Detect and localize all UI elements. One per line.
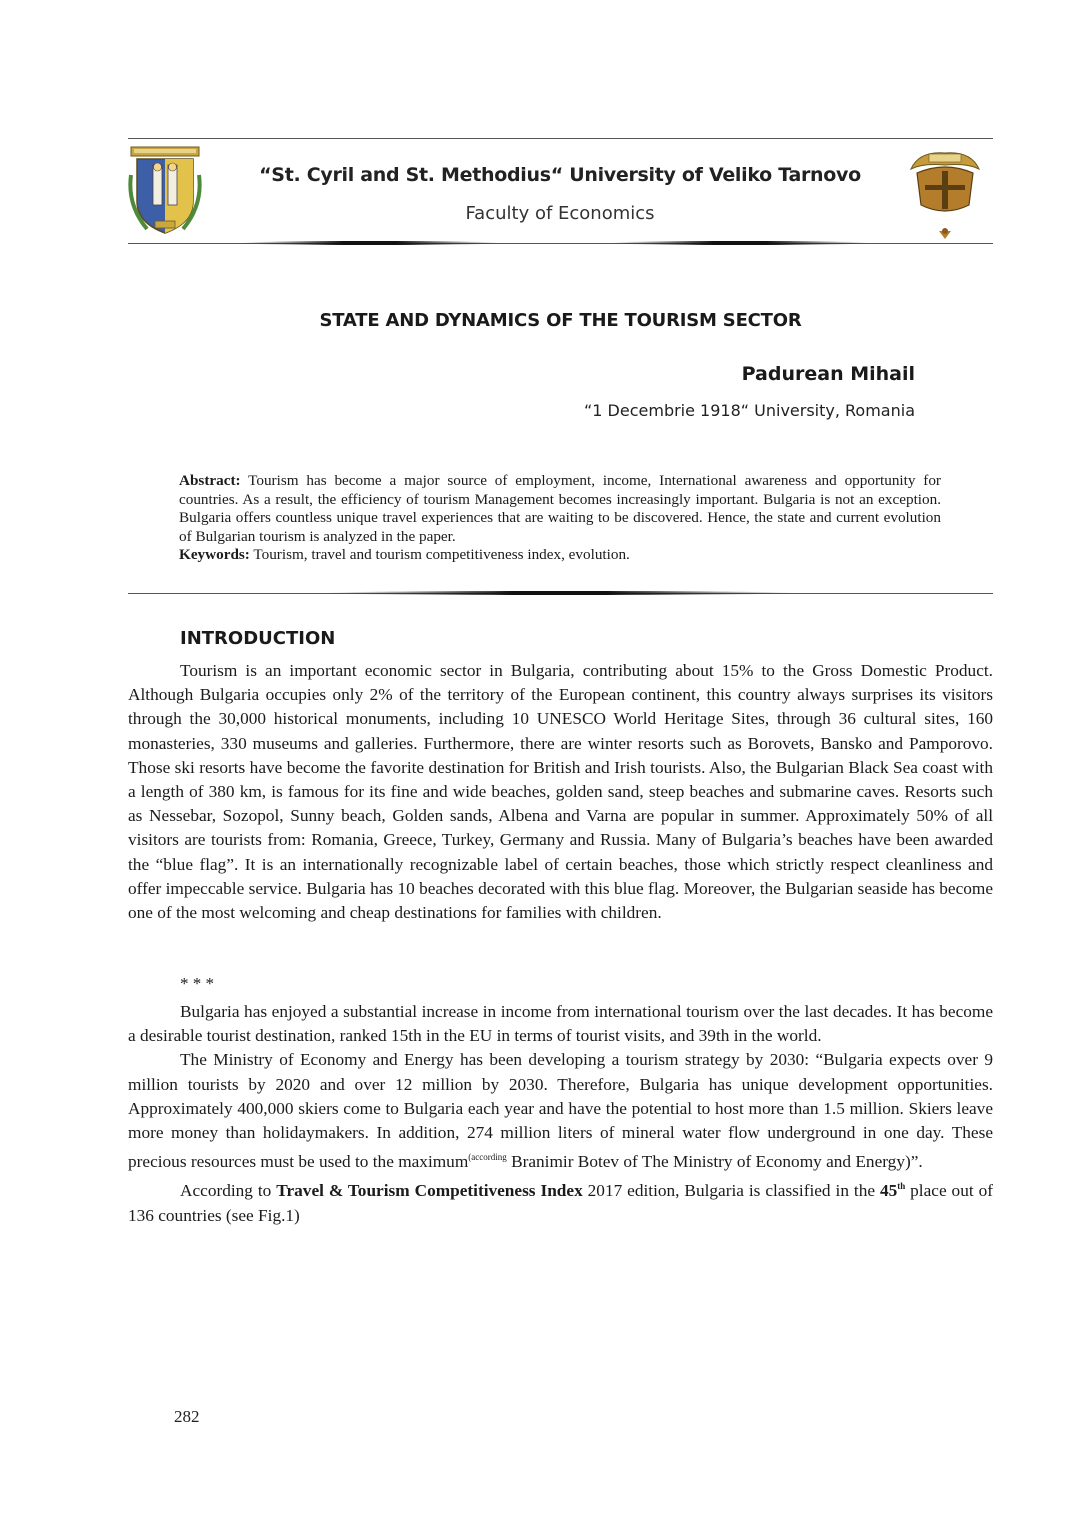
abstract-swoosh bbox=[325, 591, 795, 595]
paper-title: STATE AND DYNAMICS OF THE TOURISM SECTOR bbox=[319, 310, 802, 331]
header-swoosh-right bbox=[610, 241, 870, 245]
intro-paragraph-3 bbox=[128, 1048, 993, 1174]
intro-paragraph-1: Tourism is an important economic sector in Bulgaria, contributing about 15% to the Gross Domestic Product. Although Bulgaria occupies only 2% of the territory of the European continent, this country always surprises its visitors through the 30,000 historical monuments, including 10 UNESCO World Heritage Sites, through 36 cultural sites, 160 monasteries, 330 museums and galleries. Furthermore, there are winter resorts such as Borovets, Bansko and Pamporovo. Those ski resorts have become the favorite destination for British and Irish tourists. Also, the Bulgarian Black Sea coast with a length of 380 km, is famous for its fine and wide beaches, golden sand, steep beaches and submarine caves. Resorts such as Nessebar, Sozopol, Sunny beach, Golden sands, Albena and Varna are popular in summer. Approximately 50% of all visitors are tourists from: Romania, Greece, Turkey, Germany and Russia. Many of Bulgaria’s beaches have been awarded the “blue flag”. It is an internationally recognizable label of certain beaches, those which strictly respect cleanliness and offer impeccable service. Bulgaria has 10 beaches decorated with this blue flag. Moreover, the Bulgarian seaside has become one of the most welcoming and cheap destinations for families with children. bbox=[128, 661, 993, 923]
intro-paragraph-3-tail: Branimir Botev of The Ministry of Economy and Energy)”. bbox=[506, 1152, 923, 1172]
ttci-index-name: Travel & Tourism Competitiveness Index bbox=[276, 1181, 583, 1201]
introduction-body-continued bbox=[128, 1000, 993, 1228]
citation-superscript: (according bbox=[468, 1152, 507, 1163]
section-separator: * * * bbox=[180, 974, 214, 993]
rank-suffix: th bbox=[897, 1181, 906, 1192]
intro-paragraph-4 bbox=[128, 1174, 993, 1227]
intro-paragraph-2: Bulgaria has enjoyed a substantial increase in income from international tourism over the last decades. It has become a desirable tourist destination, ranked 15th in the EU in terms of tourist visits, and 39th in the world. bbox=[128, 1002, 993, 1046]
university-name: “St. Cyril and St. Methodius“ University of Veliko Tarnovo bbox=[259, 164, 861, 186]
rank-value bbox=[880, 1181, 905, 1200]
page-number: 282 bbox=[174, 1407, 200, 1426]
faculty-emblem-icon bbox=[909, 147, 981, 242]
abstract-text: Tourism has become a major source of employment, income, International awareness and opportunity for countries. As a result, the efficiency of tourism Management becomes increasingly important. Bulgaria is not an exception. Bulgaria offers countless unique travel experiences that are waiting to be discovered. Hence, the state and current evolution of Bulgarian tourism is analyzed in the paper. bbox=[179, 472, 941, 545]
abstract-label: Abstract: bbox=[179, 472, 241, 489]
author-affiliation: “1 Decembrie 1918“ University, Romania bbox=[584, 401, 915, 420]
author-name: Padurean Mihail bbox=[741, 363, 915, 385]
introduction-heading: INTRODUCTION bbox=[180, 628, 336, 649]
university-crest-icon bbox=[127, 145, 203, 237]
intro-paragraph-4-tail: place out of 136 countries (see Fig.1) bbox=[128, 1181, 993, 1225]
header-swoosh-left bbox=[240, 241, 500, 245]
keywords-label: Keywords: bbox=[179, 546, 250, 563]
faculty-name: Faculty of Economics bbox=[465, 203, 655, 224]
abstract-paragraph bbox=[179, 472, 941, 546]
header-top-rule bbox=[128, 138, 993, 139]
keywords-paragraph bbox=[179, 546, 941, 565]
rank-number: 45 bbox=[879, 1181, 898, 1201]
abstract-block bbox=[179, 472, 941, 565]
introduction-body bbox=[128, 659, 993, 925]
keywords-text: Tourism, travel and tourism competitiveness index, evolution. bbox=[253, 546, 630, 563]
intro-paragraph-3-text: The Ministry of Economy and Energy has been developing a tourism strategy by 2030: “Bulgaria expects over 9 million tourists by 2020 and over 12 million by 2030. Therefore, Bulgaria has unique development opportunities. Approximately 400,000 skiers come to Bulgaria each year and have the potential to host more than 1.5 million. Skiers leave more money than holidaymakers. In addition, 274 million liters of mineral water flow underground in one day. These precious resources must be used to the maximum bbox=[128, 1050, 993, 1172]
intro-paragraph-4-lead: According to bbox=[180, 1181, 277, 1201]
intro-paragraph-4-mid: 2017 edition, Bulgaria is classified in the bbox=[582, 1181, 880, 1201]
